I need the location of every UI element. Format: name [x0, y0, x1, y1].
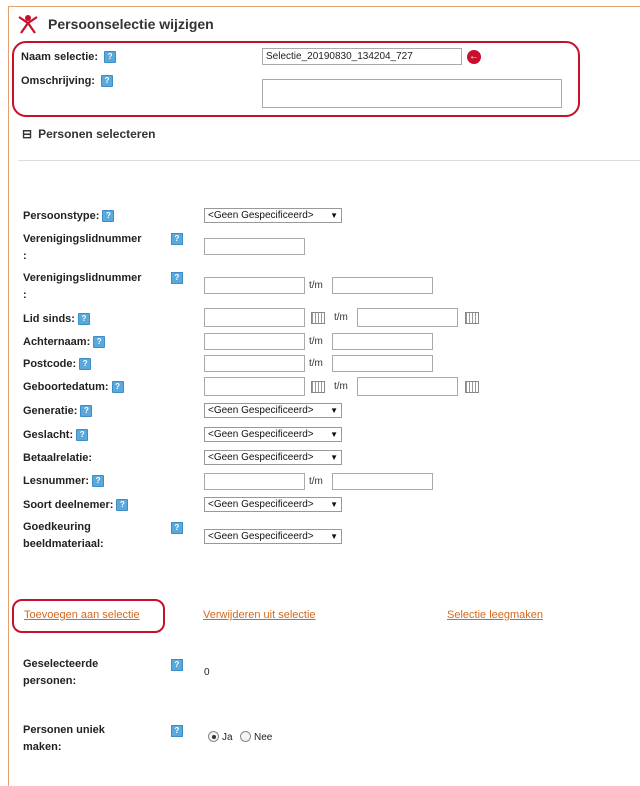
range-sep: t/m [334, 312, 348, 323]
selected-label [23, 656, 98, 690]
page-title: Persoonselectie wijzigen [48, 16, 214, 32]
dropdown-arrow-icon: ▼ [330, 211, 338, 220]
help-icon[interactable]: ? [171, 725, 183, 737]
calendar-icon[interactable] [465, 381, 479, 393]
range-sep: t/m [334, 381, 348, 392]
unique-yes-label: Ja [222, 732, 233, 743]
select-value: <Geen Gespecificeerd> [208, 499, 314, 510]
field-label: Generatie: [23, 405, 78, 417]
verenigingslidnummer-from-input[interactable] [204, 277, 305, 294]
remove-from-selection-link[interactable]: Verwijderen uit selectie [203, 609, 316, 621]
field-label-cont: : [23, 250, 27, 262]
lesnummer-from-input[interactable] [204, 473, 305, 490]
help-icon[interactable]: ? [80, 405, 92, 417]
selected-label-b: personen: [23, 675, 77, 687]
geslacht-select[interactable] [204, 427, 342, 442]
section-title: Personen selecteren [38, 127, 156, 141]
field-label: Lesnummer: [23, 475, 90, 487]
field-goedkeuring [23, 519, 104, 553]
help-icon[interactable]: ? [79, 358, 91, 370]
verenigingslidnummer-input[interactable] [204, 238, 305, 255]
section-divider [18, 160, 640, 161]
dropdown-arrow-icon: ▼ [330, 500, 338, 509]
dropdown-arrow-icon: ▼ [330, 453, 338, 462]
help-icon[interactable]: ? [171, 522, 183, 534]
name-input[interactable]: Selectie_20190830_134204_727 [262, 48, 462, 65]
collapse-icon[interactable]: ⊟ [22, 127, 33, 141]
help-icon[interactable]: ? [171, 659, 183, 671]
lid-sinds-to-input[interactable] [357, 308, 458, 327]
selected-count: 0 [204, 667, 210, 678]
description-label [21, 73, 113, 90]
field-soort-deelnemer [23, 497, 128, 514]
page-frame [8, 6, 640, 786]
verenigingslidnummer-to-input[interactable] [332, 277, 433, 294]
field-label: Lid sinds: [23, 313, 75, 325]
field-verenigingslidnummer-2 [23, 270, 142, 304]
betaalrelatie-select[interactable] [204, 450, 342, 465]
section-personen[interactable] [22, 127, 155, 141]
field-persoonstype [23, 208, 114, 225]
back-arrow-icon[interactable]: ← [469, 51, 479, 62]
description-textarea[interactable] [262, 79, 562, 108]
soort-deelnemer-select[interactable] [204, 497, 342, 512]
field-label: Goedkeuring [23, 521, 91, 533]
field-label: Geboortedatum: [23, 381, 109, 393]
field-label: Persoonstype: [23, 210, 100, 222]
field-geboortedatum [23, 379, 124, 396]
field-generatie [23, 403, 92, 420]
goedkeuring-select[interactable] [204, 529, 342, 544]
help-icon[interactable]: ? [101, 75, 113, 87]
select-value: <Geen Gespecificeerd> [208, 531, 314, 542]
field-geslacht [23, 427, 88, 444]
field-label: Soort deelnemer: [23, 499, 114, 511]
select-value: <Geen Gespecificeerd> [208, 429, 314, 440]
range-sep: t/m [309, 476, 323, 487]
help-icon[interactable]: ? [171, 233, 183, 245]
range-sep: t/m [309, 336, 323, 347]
description-label-text: Omschrijving: [21, 75, 95, 87]
geboortedatum-to-input[interactable] [357, 377, 458, 396]
clear-selection-link[interactable]: Selectie leegmaken [447, 609, 544, 621]
person-icon [16, 13, 40, 35]
field-label-cont: beeldmateriaal: [23, 538, 104, 550]
achternaam-from-input[interactable] [204, 333, 305, 350]
persoonstype-select[interactable] [204, 208, 342, 223]
postcode-from-input[interactable] [204, 355, 305, 372]
unique-yes-radio[interactable] [208, 731, 219, 742]
unique-label-a: Personen uniek [23, 724, 105, 736]
help-icon[interactable]: ? [104, 51, 116, 63]
range-sep: t/m [309, 358, 323, 369]
dropdown-arrow-icon: ▼ [330, 532, 338, 541]
help-icon[interactable]: ? [171, 272, 183, 284]
help-icon[interactable]: ? [76, 429, 88, 441]
help-icon[interactable]: ? [112, 381, 124, 393]
field-label: Verenigingslidnummer [23, 233, 142, 245]
geboortedatum-from-input[interactable] [204, 377, 305, 396]
lid-sinds-from-input[interactable] [204, 308, 305, 327]
help-icon[interactable]: ? [93, 336, 105, 348]
lesnummer-to-input[interactable] [332, 473, 433, 490]
calendar-icon[interactable] [311, 381, 325, 393]
help-icon[interactable]: ? [78, 313, 90, 325]
field-label: Postcode: [23, 358, 77, 370]
calendar-icon[interactable] [465, 312, 479, 324]
unique-label [23, 722, 105, 756]
help-icon[interactable]: ? [116, 499, 128, 511]
help-icon[interactable]: ? [102, 210, 114, 222]
name-label-text: Naam selectie: [21, 51, 99, 63]
calendar-icon[interactable] [311, 312, 325, 324]
unique-label-b: maken: [23, 741, 62, 753]
unique-no-label: Nee [254, 732, 273, 743]
range-sep: t/m [309, 280, 323, 291]
field-betaalrelatie [23, 450, 92, 467]
field-label: Geslacht: [23, 429, 74, 441]
help-icon[interactable]: ? [92, 475, 104, 487]
select-value: <Geen Gespecificeerd> [208, 405, 314, 416]
field-postcode [23, 356, 91, 373]
postcode-to-input[interactable] [332, 355, 433, 372]
name-label [21, 49, 116, 66]
select-value: <Geen Gespecificeerd> [208, 210, 314, 221]
add-to-selection-link[interactable]: Toevoegen aan selectie [24, 609, 140, 621]
field-label: Betaalrelatie: [23, 452, 93, 464]
field-verenigingslidnummer-1 [23, 231, 142, 265]
unique-no-radio[interactable] [240, 731, 251, 742]
generatie-select[interactable] [204, 403, 342, 418]
select-value: <Geen Gespecificeerd> [208, 452, 314, 463]
field-achternaam [23, 334, 105, 351]
field-label: Verenigingslidnummer [23, 272, 142, 284]
dropdown-arrow-icon: ▼ [330, 406, 338, 415]
field-label-cont: : [23, 289, 27, 301]
achternaam-to-input[interactable] [332, 333, 433, 350]
dropdown-arrow-icon: ▼ [330, 430, 338, 439]
field-label: Achternaam: [23, 336, 91, 348]
field-lesnummer [23, 473, 104, 490]
field-lid-sinds [23, 311, 90, 328]
selected-label-a: Geselecteerde [23, 658, 99, 670]
